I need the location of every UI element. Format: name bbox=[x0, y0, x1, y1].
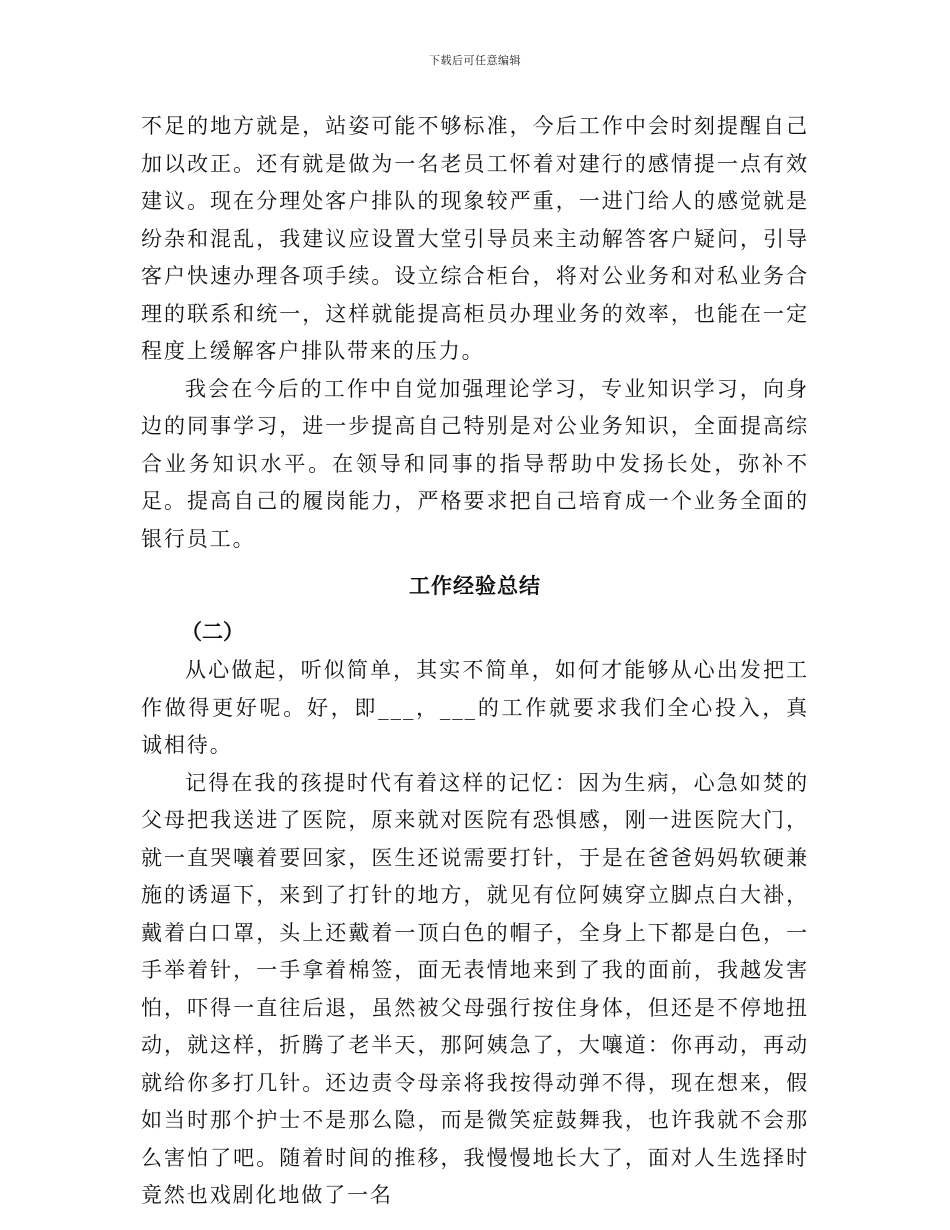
section-title: 工作经验总结 bbox=[409, 573, 541, 598]
document-body bbox=[141, 108, 809, 1215]
paragraph-suggestions: 不足的地方就是，站姿可能不够标准，今后工作中会时刻提醒自己加以改正。还有就是做为一名老员工怀着对建行的感情提一点有效建议。现在分理处客户排队的现象较严重，一进门给人的感觉就是纷杂和混乱，我建议应设置大堂引导员来主动解答客户疑问，引导客户快速办理各项手续。设立综合柜台，将对公业务和对私业务合理的联系和统一，这样就能提高柜员办理业务的效率，也能在一定程度上缓解客户排队带来的压力。 bbox=[141, 114, 809, 363]
page-header-note: 下载后可任意编辑 bbox=[429, 54, 521, 67]
paragraph-from-the-heart: 从心做起，听似简单，其实不简单，如何才能够从心出发把工作做得更好呢。好，即___，___的工作就要求我们全心投入，真诚相待。 bbox=[141, 658, 809, 757]
paragraph-childhood-memory: 记得在我的孩提时代有着这样的记忆：因为生病，心急如焚的父母把我送进了医院，原来就对医院有恐惧感，刚一进医院大门，就一直哭嚷着要回家，医生还说需要打针，于是在爸爸妈妈软硬兼施的诱逼下，来到了打针的地方，就见有位阿姨穿立脚点白大褂，戴着白口罩，头上还戴着一顶白色的帽子，全身上下都是白色，一手举着针，一手拿着棉签，面无表情地来到了我的面前，我越发害怕，吓得一直往后退，虽然被父母强行按住身体，但还是不停地扭动，就这样，折腾了老半天，那阿姨急了，大嚷道：你再动，再动就给你多打几针。还边责令母亲将我按得动弹不得，现在想来，假如当时那个护士不是那么隐，而是微笑症鼓舞我，也许我就不会那么害怕了吧。随着时间的推移，我慢慢地长大了，面对人生选择时竟然也戏剧化地做了一名 bbox=[141, 770, 809, 1207]
section-subheading: （二） bbox=[181, 618, 244, 644]
paragraph-self-improvement: 我会在今后的工作中自觉加强理论学习，专业知识学习，向身边的同事学习，进一步提高自己特别是对公业务知识，全面提高综合业务知识水平。在领导和同事的指导帮助中发扬长处，弥补不足。提高自己的履岗能力，严格要求把自己培育成一个业务全面的银行员工。 bbox=[141, 376, 809, 551]
